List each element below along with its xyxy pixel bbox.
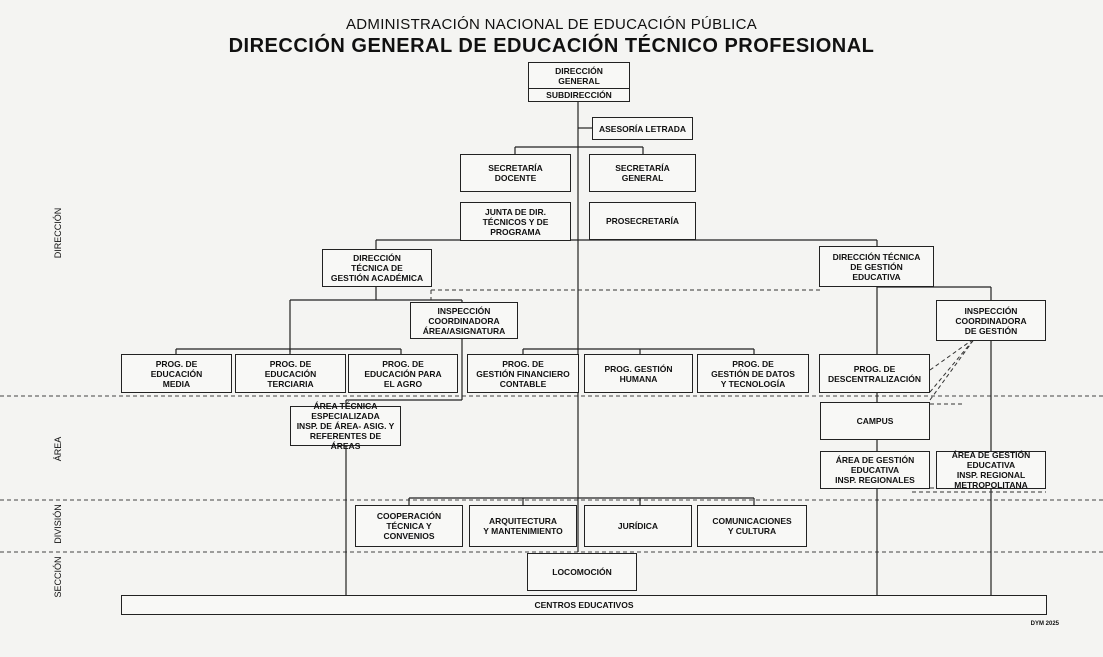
node-prog-educacion-agro: PROG. DE EDUCACIÓN PARA EL AGRO <box>348 354 458 393</box>
node-prog-descentralizacion: PROG. DE DESCENTRALIZACIÓN <box>819 354 930 393</box>
band-label-area: ÁREA <box>53 436 63 462</box>
node-secretaria-general: SECRETARÍA GENERAL <box>589 154 696 192</box>
node-direccion-tecnica-academica: DIRECCIÓN TÉCNICA DE GESTIÓN ACADÉMICA <box>322 249 432 287</box>
node-area-gestion-regionales: ÁREA DE GESTIÓN EDUCATIVA INSP. REGIONALES <box>820 451 930 489</box>
node-inspeccion-area-asignatura: INSPECCIÓN COORDINADORA ÁREA/ASIGNATURA <box>410 302 518 339</box>
node-area-tecnica-especializada: ÁREA TÉCNICA ESPECIALIZADA INSP. DE ÁREA- ASIG. Y REFERENTES DE ÁREAS <box>290 406 401 446</box>
document-stamp: DYM 2025 <box>1030 621 1059 627</box>
organization-title: DIRECCIÓN GENERAL DE EDUCACIÓN TÉCNICO PROFESIONAL <box>228 35 875 57</box>
node-direccion-general: DIRECCIÓN GENERAL <box>528 62 630 90</box>
node-prog-educacion-terciaria: PROG. DE EDUCACIÓN TERCIARIA <box>235 354 346 393</box>
organization-supertitle: ADMINISTRACIÓN NACIONAL DE EDUCACIÓN PÚBLICA <box>345 16 758 33</box>
node-prog-gestion-humana: PROG. GESTIÓN HUMANA <box>584 354 693 393</box>
node-campus: CAMPUS <box>820 402 930 440</box>
node-secretaria-docente: SECRETARÍA DOCENTE <box>460 154 571 192</box>
node-prosecretaria: PROSECRETARÍA <box>589 202 696 240</box>
node-comunicaciones-cultura: COMUNICACIONES Y CULTURA <box>697 505 807 547</box>
node-prog-datos-tecnologia: PROG. DE GESTIÓN DE DATOS Y TECNOLOGÍA <box>697 354 809 393</box>
node-direccion-tecnica-educativa: DIRECCIÓN TÉCNICA DE GESTIÓN EDUCATIVA <box>819 246 934 287</box>
band-label-direccion: DIRECCIÓN <box>53 207 63 259</box>
node-centros-educativos: CENTROS EDUCATIVOS <box>121 595 1047 615</box>
node-juridica: JURÍDICA <box>584 505 692 547</box>
node-cooperacion-tecnica: COOPERACIÓN TÉCNICA Y CONVENIOS <box>355 505 463 547</box>
node-asesoria-letrada: ASESORÍA LETRADA <box>592 117 693 140</box>
node-inspeccion-gestion: INSPECCIÓN COORDINADORA DE GESTIÓN <box>936 300 1046 341</box>
band-label-seccion: SECCIÓN <box>53 556 63 598</box>
band-label-division: DIVISIÓN <box>53 504 63 544</box>
node-locomocion: LOCOMOCIÓN <box>527 553 637 591</box>
node-prog-educacion-media: PROG. DE EDUCACIÓN MEDIA <box>121 354 232 393</box>
node-area-gestion-metropolitana: ÁREA DE GESTIÓN EDUCATIVA INSP. REGIONAL METROPOLITANA <box>936 451 1046 489</box>
node-subdireccion: SUBDIRECCIÓN <box>528 88 630 102</box>
node-prog-gestion-financiero: PROG. DE GESTIÓN FINANCIERO CONTABLE <box>467 354 579 393</box>
node-junta-directores: JUNTA DE DIR. TÉCNICOS Y DE PROGRAMA <box>460 202 571 241</box>
node-arquitectura-mantenimiento: ARQUITECTURA Y MANTENIMIENTO <box>469 505 577 547</box>
